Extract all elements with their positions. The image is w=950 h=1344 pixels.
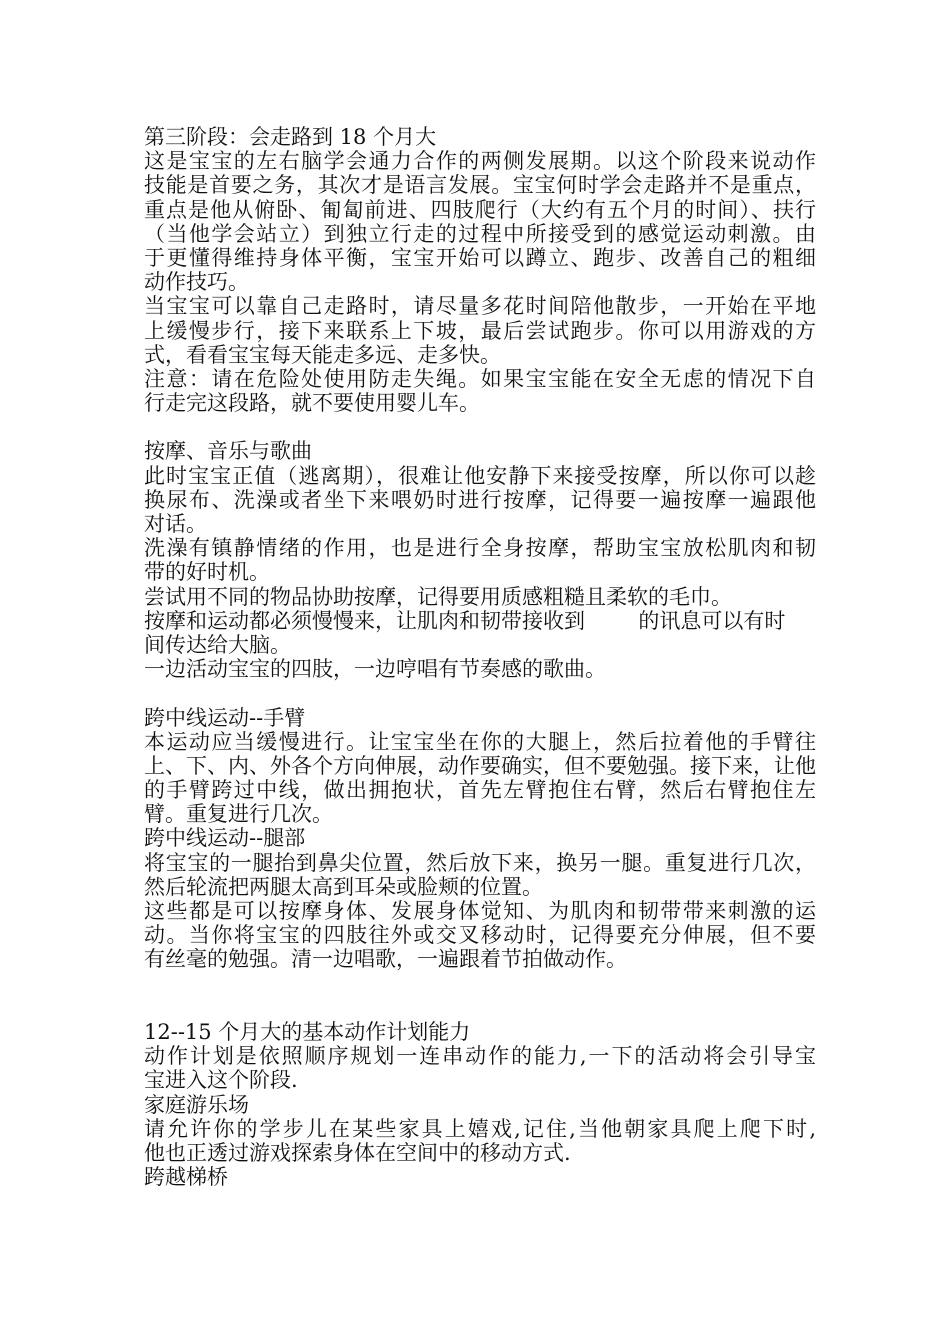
paragraph-line: 动。当你将宝宝的四肢往外或交叉移动时，记得要充分伸展，但不要 bbox=[144, 923, 816, 948]
paragraph-line: 宝进入这个阶段. bbox=[144, 1068, 298, 1093]
paragraph-line: 换尿布、洗澡或者坐下来喂奶时进行按摩，记得要一遍按摩一遍跟他 bbox=[144, 487, 816, 512]
heading-motor-planning: 12--15 个月大的基本动作计划能力 bbox=[144, 1019, 471, 1044]
paragraph-line: 请允许你的学步儿在某些家具上嬉戏,记住,当他朝家具爬上爬下时, bbox=[144, 1116, 816, 1141]
paragraph-line: 动作计划是依照顺序规划一连串动作的能力,一下的活动将会引导宝 bbox=[144, 1044, 816, 1069]
paragraph-line: 本运动应当缓慢进行。让宝宝坐在你的大腿上，然后拉着他的手臂往 bbox=[144, 729, 816, 754]
paragraph-line: 当宝宝可以靠自己走路时，请尽量多花时间陪他散步，一开始在平地 bbox=[144, 294, 816, 319]
paragraph-line: 他也正透过游戏探索身体在空间中的移动方式. bbox=[144, 1140, 571, 1165]
paragraph-line: 洗澡有镇静情绪的作用，也是进行全身按摩，帮助宝宝放松肌肉和韧 bbox=[144, 536, 816, 561]
heading-cross-midline-leg: 跨中线运动--腿部 bbox=[144, 826, 306, 851]
paragraph-line: 的手臂跨过中线，做出拥抱状，首先左臂抱住右臂，然后右臂抱住左 bbox=[144, 778, 816, 803]
heading-ladder-bridge: 跨越梯桥 bbox=[144, 1165, 228, 1190]
paragraph-line: 对话。 bbox=[144, 512, 207, 536]
paragraph-line: 尝试用不同的物品协助按摩，记得要用质感粗糙且柔软的毛巾。 bbox=[144, 584, 732, 609]
paragraph-line: 行走完这段路，就不要使用婴儿车。 bbox=[144, 391, 480, 416]
paragraph-line: 动作技巧。 bbox=[144, 270, 249, 295]
paragraph-line: 式，看看宝宝每天能走多远、走多快。 bbox=[144, 342, 501, 367]
document-body bbox=[144, 125, 816, 1189]
paragraph-line: 于更懂得维持身体平衡，宝宝开始可以蹲立、跑步、改善自己的粗细 bbox=[144, 245, 816, 270]
paragraph-line: 将宝宝的一腿抬到鼻尖位置，然后放下来，换另一腿。重复进行几次， bbox=[144, 850, 816, 875]
paragraph-line: 重点是他从俯卧、匍匐前进、四肢爬行（大约有五个月的时间）、扶行 bbox=[144, 197, 816, 222]
paragraph-line: 这是宝宝的左右脑学会通力合作的两侧发展期。以这个阶段来说动作 bbox=[144, 149, 816, 174]
spacer bbox=[144, 415, 816, 439]
heading-home-playground: 家庭游乐场 bbox=[144, 1092, 249, 1117]
paragraph-line: 有丝毫的勉强。清一边唱歌，一遍跟着节拍做动作。 bbox=[144, 947, 627, 972]
paragraph-line: 臂。重复进行几次。 bbox=[144, 802, 333, 827]
spacer bbox=[144, 681, 816, 705]
spacer bbox=[144, 972, 816, 1020]
paragraph-line: （当他学会站立）到独立行走的过程中所接受到的感觉运动刺激。由 bbox=[144, 221, 816, 246]
paragraph-line: 注意：请在危险处使用防走失绳。如果宝宝能在安全无虑的情况下自 bbox=[144, 366, 816, 391]
paragraph-line: 此时宝宝正值（逃离期），很难让他安静下来接受按摩，所以你可以趁 bbox=[144, 463, 816, 488]
paragraph-line: 技能是首要之务，其次才是语言发展。宝宝何时学会走路并不是重点， bbox=[144, 173, 816, 198]
paragraph-line: 按摩和运动都必须慢慢来，让肌肉和韧带接收到 的讯息可以有时 bbox=[144, 608, 786, 633]
paragraph-line: 一边活动宝宝的四肢，一边哼唱有节奏感的歌曲。 bbox=[144, 657, 606, 682]
paragraph-line: 间传达给大脑。 bbox=[144, 632, 291, 657]
paragraph-line: 上、下、内、外各个方向伸展，动作要确实，但不要勉强。接下来，让他 bbox=[144, 753, 816, 778]
paragraph-line: 上缓慢步行，接下来联系上下坡，最后尝试跑步。你可以用游戏的方 bbox=[144, 318, 816, 343]
heading-cross-midline-arm: 跨中线运动--手臂 bbox=[144, 705, 306, 730]
paragraph-line: 这些都是可以按摩身体、发展身体觉知、为肌肉和韧带带来刺激的运 bbox=[144, 899, 816, 923]
paragraph-line: 然后轮流把两腿太高到耳朵或脸颊的位置。 bbox=[144, 874, 543, 899]
heading-massage-music: 按摩、音乐与歌曲 bbox=[144, 439, 312, 464]
paragraph-line: 带的好时机。 bbox=[144, 560, 270, 585]
heading-stage-three: 第三阶段：会走路到 18 个月大 bbox=[144, 125, 437, 149]
